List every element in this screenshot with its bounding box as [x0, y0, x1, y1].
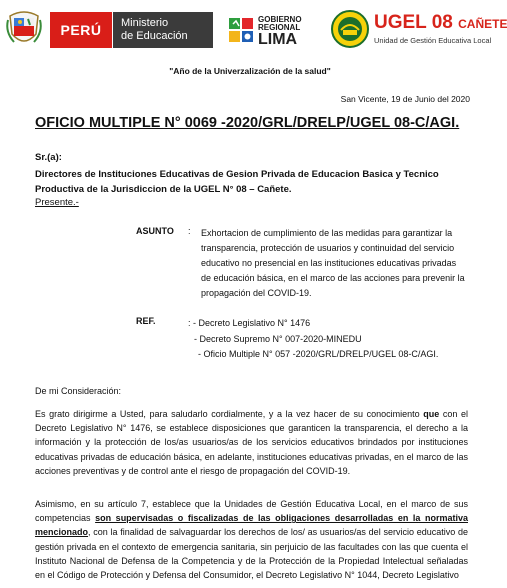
- ugel-subtitle: Unidad de Gestión Educativa Local: [374, 36, 492, 45]
- ref-item: : - Decreto Legislativo N° 1476: [188, 318, 311, 328]
- oficio-title: OFICIO MULTIPLE N° 0069 -2020/GRL/DRELP/UGEL 08-C/AGI.: [35, 115, 460, 131]
- salutation: Sr.(a):: [35, 152, 62, 163]
- p2-text: , con la finalidad de salvaguardar los derechos de los/ as usuarios/as del servicio educativo de gestión privada en el contexto de emergencia sanitaria, sin perjuicio de las facultades con las que cuenta el Instituto Nacional de Defensa de la Competencia y de la Protección de la Propiedad Intelectual señaladas en el Código de Protección y Defensa del Consumidor, el Decreto Legislativo N° 1044, Decreto Legislativo: [35, 527, 468, 581]
- asunto-line: transparencia, protección de usuarios y continuidad del servicio: [201, 243, 455, 253]
- paragraph-2: [35, 497, 468, 582]
- addressee-block: [35, 167, 475, 197]
- ugel-title: [374, 12, 507, 34]
- document-date: San Vicente, 19 de Junio del 2020: [340, 94, 470, 104]
- ref-list: [188, 316, 438, 363]
- ugel-title-suffix: CAÑETE: [458, 17, 507, 31]
- asunto-colon: :: [188, 226, 191, 236]
- p1-text: Es grato dirigirme a Usted, para saludarlo cordialmente, y a la vez hacer de su conocimiento: [35, 409, 424, 419]
- ministerio-line2: de Educación: [121, 30, 188, 42]
- addressee-line1: Directores de Instituciones Educativas de Gesion Privada de Educacion Basica y Tecnico: [35, 169, 439, 180]
- asunto-line: Exhortacion de cumplimiento de las medidas para garantizar la: [201, 228, 453, 238]
- p1-text: con el Decreto Legislativo N° 1476, se establece disposiciones que garanticen la transparencia, el derecho a la información y la protección de los/as usuarios/as de los servicios educativos brindados por instituciones educativas privadas de educación básica, en adelante, instituciones educativas privadas, en el marco de las acciones preventivas y de control ante el riesgo de propagación del COVID-19.: [35, 409, 468, 476]
- ref-item: - Decreto Supremo N° 007-2020-MINEDU: [194, 333, 362, 344]
- year-motto: "Año de la Univerzalización de la salud": [169, 66, 331, 76]
- lima-line1: GOBIERNO REGIONAL: [258, 15, 302, 32]
- asunto-line: de educación básica, en el marco de las acciones para prevenir la: [201, 273, 465, 283]
- peru-coat-of-arms-icon: [6, 10, 42, 48]
- p2-bold-underlined: son supervisadas o fiscalizadas de las obligaciones desarrolladas en la normativa mencionado: [35, 513, 468, 538]
- ref-item: - Oficio Multiple N° 057 -2020/GRL/DRELP/UGEL 08-C/AGI.: [198, 349, 439, 359]
- lima-line2: LIMA: [258, 31, 298, 48]
- asunto-line: educativo no presencial en las instituciones educativas privadas: [201, 258, 457, 268]
- addressee-line2: Productiva de la Jurisdiccion de la UGEL N° 08 – Cañete.: [35, 184, 292, 195]
- lima-mark-icon: [228, 17, 254, 43]
- p2-text: Asimismo, en su artículo 7, establece que la Unidades de Gestión Educativa Local, en el marco de sus competencias: [35, 499, 468, 524]
- paragraph-1: [35, 407, 468, 478]
- asunto-label: ASUNTO: [136, 226, 174, 236]
- letterhead: [6, 8, 507, 52]
- ref-label: REF.: [136, 316, 156, 326]
- gobierno-regional-lima-logo: [228, 14, 310, 48]
- ugel-title-main: UGEL 08: [374, 12, 453, 33]
- p1-bold: que: [423, 409, 440, 419]
- asunto-line: propagación del COVID-19.: [201, 288, 312, 298]
- ministerio-logo: [113, 12, 213, 48]
- peru-logo: PERÚ: [50, 12, 112, 48]
- presente: Presente.-: [35, 197, 79, 208]
- ministerio-line1: Ministerio: [121, 17, 169, 29]
- ugel-seal-icon: [331, 10, 369, 48]
- consideracion: De mi Consideración:: [35, 386, 122, 396]
- asunto-text: [201, 226, 466, 301]
